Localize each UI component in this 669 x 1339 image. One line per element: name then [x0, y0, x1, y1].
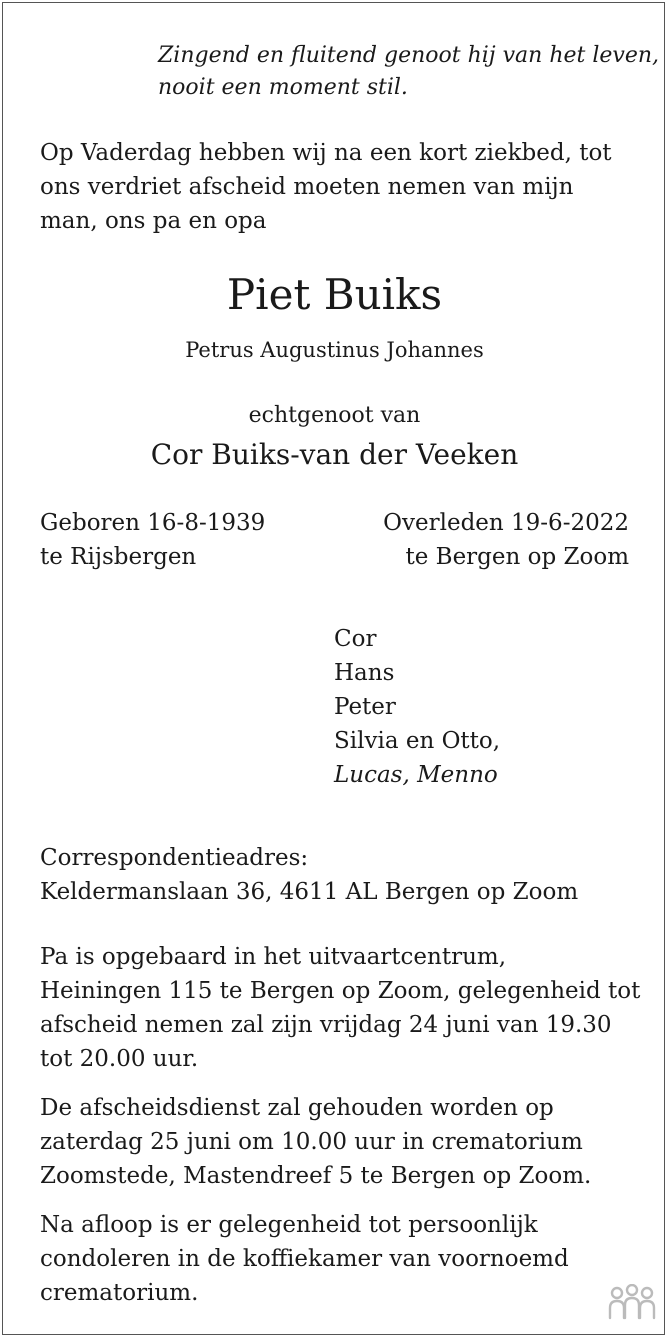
paragraph-line: afscheid nemen zal zijn vrijdag 24 juni van 19.30 [40, 1012, 612, 1038]
intro-text [40, 136, 612, 238]
paragraph-line: zaterdag 25 juni om 10.00 uur in crematorium [40, 1129, 583, 1155]
family-list [334, 622, 500, 792]
death-place: te Bergen op Zoom [405, 544, 629, 570]
intro-line: ons verdriet afscheid moeten nemen van mijn [40, 174, 574, 200]
quote-line: nooit een moment stil. [158, 75, 408, 100]
viewing-paragraph [40, 940, 640, 1076]
quote-line: Zingend en fluitend genoot hij van het leven, [158, 43, 660, 68]
paragraph-line: condoleren in de koffiekamer van voornoemd [40, 1246, 569, 1272]
spouse-name: Cor Buiks-van der Veeken [150, 438, 519, 471]
paragraph-line: Heiningen 115 te Bergen op Zoom, gelegenheid tot [40, 978, 641, 1004]
paragraph-line: Zoomstede, Mastendreef 5 te Bergen op Zoom. [40, 1163, 592, 1189]
intro-line: man, ons pa en opa [40, 208, 267, 234]
deceased-full-name: Petrus Augustinus Johannes [185, 338, 484, 362]
people-group-icon [608, 1284, 656, 1320]
opening-quote [158, 40, 659, 104]
family-member: Hans [334, 660, 395, 686]
condolence-paragraph [40, 1208, 569, 1310]
family-member: Silvia en Otto, [334, 728, 501, 754]
death-date: Overleden 19-6-2022 [383, 510, 629, 536]
family-member: Peter [334, 694, 396, 720]
intro-line: Op Vaderdag hebben wij na een kort ziekbed, tot [40, 140, 612, 166]
service-paragraph [40, 1091, 591, 1193]
birth-place: te Rijsbergen [40, 544, 197, 570]
family-member: Cor [334, 626, 377, 652]
birth-info [40, 506, 265, 574]
grandchildren: Lucas, Menno [334, 762, 498, 788]
paragraph-line: tot 20.00 uur. [40, 1046, 199, 1072]
death-info [383, 506, 629, 574]
paragraph-line: crematorium. [40, 1280, 199, 1306]
deceased-name: Piet Buiks [226, 270, 443, 319]
paragraph-line: Na afloop is er gelegenheid tot persoonlijk [40, 1212, 538, 1238]
correspondence-label: Correspondentieadres: [40, 845, 309, 871]
correspondence-address [40, 841, 578, 909]
correspondence-street: Keldermanslaan 36, 4611 AL Bergen op Zoom [40, 879, 579, 905]
paragraph-line: De afscheidsdienst zal gehouden worden op [40, 1095, 554, 1121]
paragraph-line: Pa is opgebaard in het uitvaartcentrum, [40, 944, 507, 970]
spouse-label: echtgenoot van [248, 403, 421, 428]
birth-date: Geboren 16-8-1939 [40, 510, 266, 536]
